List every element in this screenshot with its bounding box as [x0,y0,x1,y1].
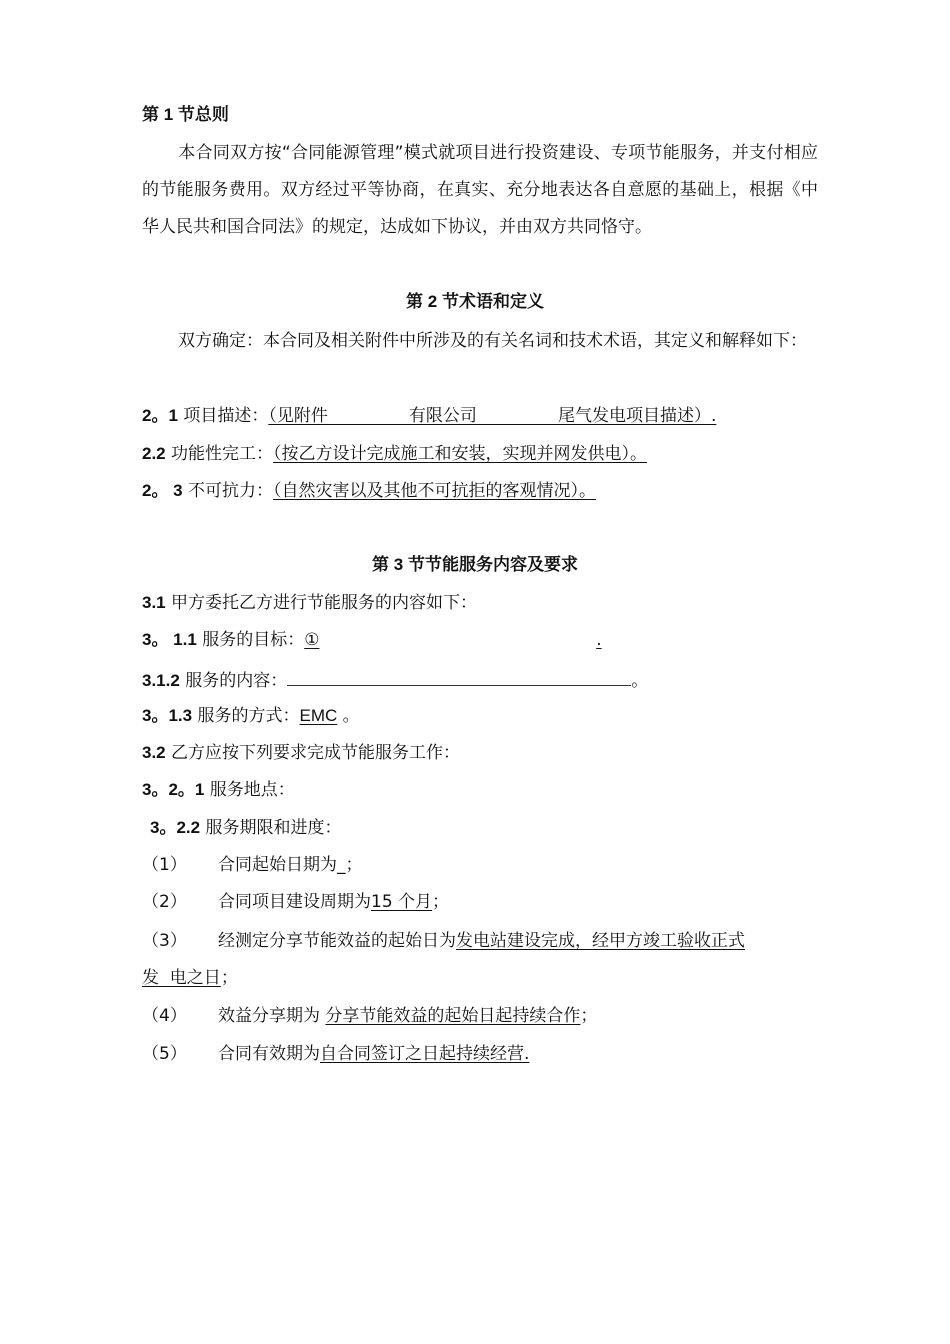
clause-3-1-3-number: 3。1.3 [142,706,193,725]
clause-2-1-value: （见附件 有限公司 尾气发电项目描述）. [268,406,717,426]
item-number: （3） [142,931,187,951]
clause-3-1-2 [142,665,648,693]
clause-2-1-label: 项目描述： [177,406,269,426]
clause-3-1-2-label: 服务的内容： [179,671,288,691]
clause-2-2-label: 功能性完工： [165,444,274,464]
item-text: 合同有效期为 [218,1044,320,1064]
clause-3-2-2-number: 3。2.2 [150,818,201,837]
clause-3-1-3-end: 。 [337,706,360,726]
item-end: ； [432,892,450,912]
clause-2-1-number: 2。1 [142,406,178,425]
clause-3-1-1-number: 3。 1.1 [142,630,197,649]
clause-3-1-3-label: 服务的方式： [192,706,300,726]
clause-3-1-2-end: 。 [631,671,649,691]
clause-3-1-1-end: . [596,630,602,650]
section-2-title: 第 2 节术语和定义 [406,292,544,311]
clause-2-2-number: 2.2 [142,444,166,463]
item-underlined: 15 个月 [371,892,433,912]
item-underlined: 发 电之日 [142,968,221,988]
item-number: （2） [142,892,187,912]
item-end: ； [220,968,238,988]
list-item [142,890,449,914]
clause-2-2-value: （按乙方设计完成施工和安装，实现并网发供电）。 [273,444,648,464]
clause-3-1-1-value [304,628,596,652]
section-2-text: 双方确定：本合同及相关附件中所涉及的有关名词和技术术语，其定义和解释如下： [178,331,807,351]
clause-3-1-2-number: 3.1.2 [142,671,180,690]
clause-3-1 [142,591,477,615]
clause-3-2-1-text: 服务地点： [204,780,295,800]
item-end: ； [580,1006,598,1026]
clause-3-1-1 [142,628,602,652]
item-text: 经测定分享节能效益的起始日为 [218,931,456,951]
circled-one: ① [304,630,320,650]
list-item [142,1042,529,1066]
item-underlined: 发电站建设完成，经甲方竣工验收正式 [456,931,745,951]
clause-2-3-value: （自然灾害以及其他不可抗拒的客观情况）。 [273,481,597,501]
clause-3-1-1-label: 服务的目标： [196,630,305,650]
clause-2-3-number: 2。 3 [142,481,183,500]
clause-3-2-1-number: 3。2。1 [142,780,205,799]
item-underlined: 自合同签订之日起持续经营. [320,1044,530,1064]
section-1-title: 第 1 节总则 [142,105,229,124]
section-1-paragraph [142,135,818,246]
item-number: （5） [142,1044,187,1064]
clause-2-2 [142,442,647,466]
clause-3-1-2-blank [287,665,631,686]
clause-2-3 [142,479,596,503]
item-number: （1） [142,855,187,875]
section-3-title: 第 3 节节能服务内容及要求 [372,555,578,574]
clause-3-2 [142,741,460,765]
clause-3-2-2-text: 服务期限和进度： [200,818,342,838]
list-item [142,1004,597,1028]
clause-3-1-number: 3.1 [142,593,166,612]
clause-2-3-label: 不可抗力： [182,481,274,501]
clause-3-1-3 [142,704,360,728]
item-number: （4） [142,1006,187,1026]
clause-3-2-1 [142,778,295,802]
clause-3-2-2 [150,816,342,840]
clause-3-1-text: 甲方委托乙方进行节能服务的内容如下： [165,593,478,613]
list-item [142,929,745,953]
item-underlined: 分享节能效益的起始日起持续合作 [325,1006,581,1026]
section-1-text: 本合同双方按“合同能源管理”模式就项目进行投资建设、专项节能服务，并支付相应的节能服务费用。双方经过平等协商，在真实、充分地表达各自意愿的基础上，根据《中华人民共和国合同法》的规定，达成如下协议，并由双方共同恪守。 [142,143,818,237]
section-2-paragraph [142,323,818,360]
item-text: 合同起始日期为_； [218,855,363,875]
clause-3-2-number: 3.2 [142,743,166,762]
item-text: 效益分享期为 [218,1006,326,1026]
clause-3-2-text: 乙方应按下列要求完成节能服务工作： [165,743,461,763]
clause-3-1-3-value: EMC [299,706,338,725]
clause-2-1 [142,404,716,428]
list-item-continuation [142,966,238,990]
item-text: 合同项目建设周期为 [218,892,371,912]
list-item [142,853,363,877]
